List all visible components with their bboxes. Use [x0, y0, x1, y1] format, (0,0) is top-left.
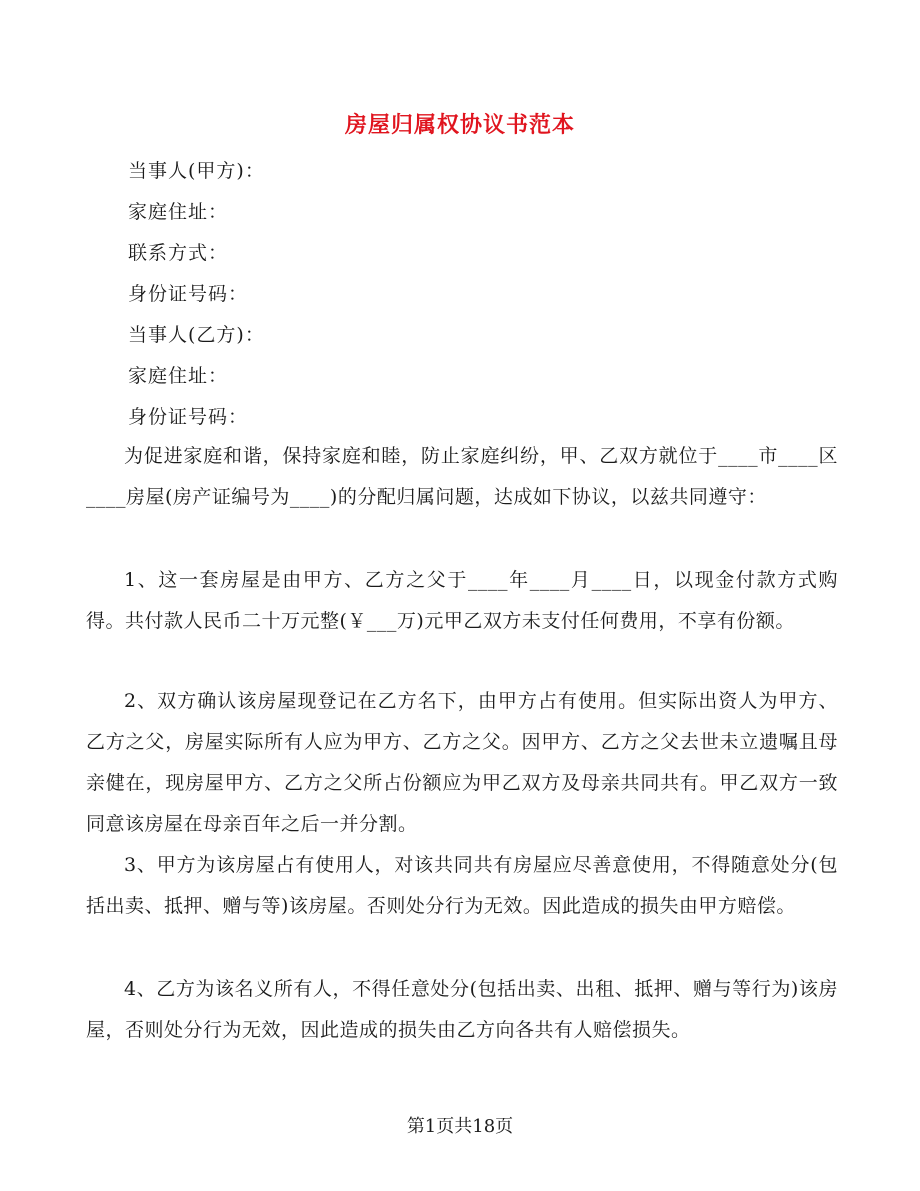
party-a-label: 当事人(甲方)：	[128, 160, 265, 182]
party-a-address-label: 家庭住址：	[128, 201, 229, 223]
party-b-address-label: 家庭住址：	[128, 365, 229, 387]
clause-3: 3、甲方为该房屋占有使用人，对该共同共有房屋应尽善意使用，不得随意处分(包括出卖、抵押、赠与等)该房屋。否则处分行为无效。因此造成的损失由甲方赔偿。	[86, 854, 838, 917]
page-number-footer: 第1页共18页	[406, 1116, 514, 1137]
party-b-id-label: 身份证号码：	[128, 406, 249, 428]
document-title: 房屋归属权协议书范本	[344, 112, 575, 138]
clause-4: 4、乙方为该名义所有人，不得任意处分(包括出卖、出租、抵押、赠与等行为)该房屋，否则处分行为无效，因此造成的损失由乙方向各共有人赔偿损失。	[86, 978, 838, 1041]
clause-2: 2、双方确认该房屋现登记在乙方名下，由甲方占有使用。但实际出资人为甲方、乙方之父，房屋实际所有人应为甲方、乙方之父。因甲方、乙方之父去世未立遗嘱且母亲健在，现房屋甲方、乙方之父所占份额应为甲乙双方及母亲共同共有。甲乙双方一致同意该房屋在母亲百年之后一并分割。	[86, 690, 838, 835]
party-a-contact-label: 联系方式：	[128, 242, 229, 264]
clause-1: 1、这一套房屋是由甲方、乙方之父于____年____月____日，以现金付款方式购得。共付款人民币二十万元整(￥___万)元甲乙双方未支付任何费用，不享有份额。	[86, 569, 838, 632]
party-b-label: 当事人(乙方)：	[128, 324, 265, 346]
intro-paragraph: 为促进家庭和谐，保持家庭和睦，防止家庭纠纷，甲、乙双方就位于____市____区____房屋(房产证编号为____)的分配归属问题，达成如下协议，以兹共同遵守：	[86, 445, 838, 508]
party-a-id-label: 身份证号码：	[128, 283, 249, 305]
